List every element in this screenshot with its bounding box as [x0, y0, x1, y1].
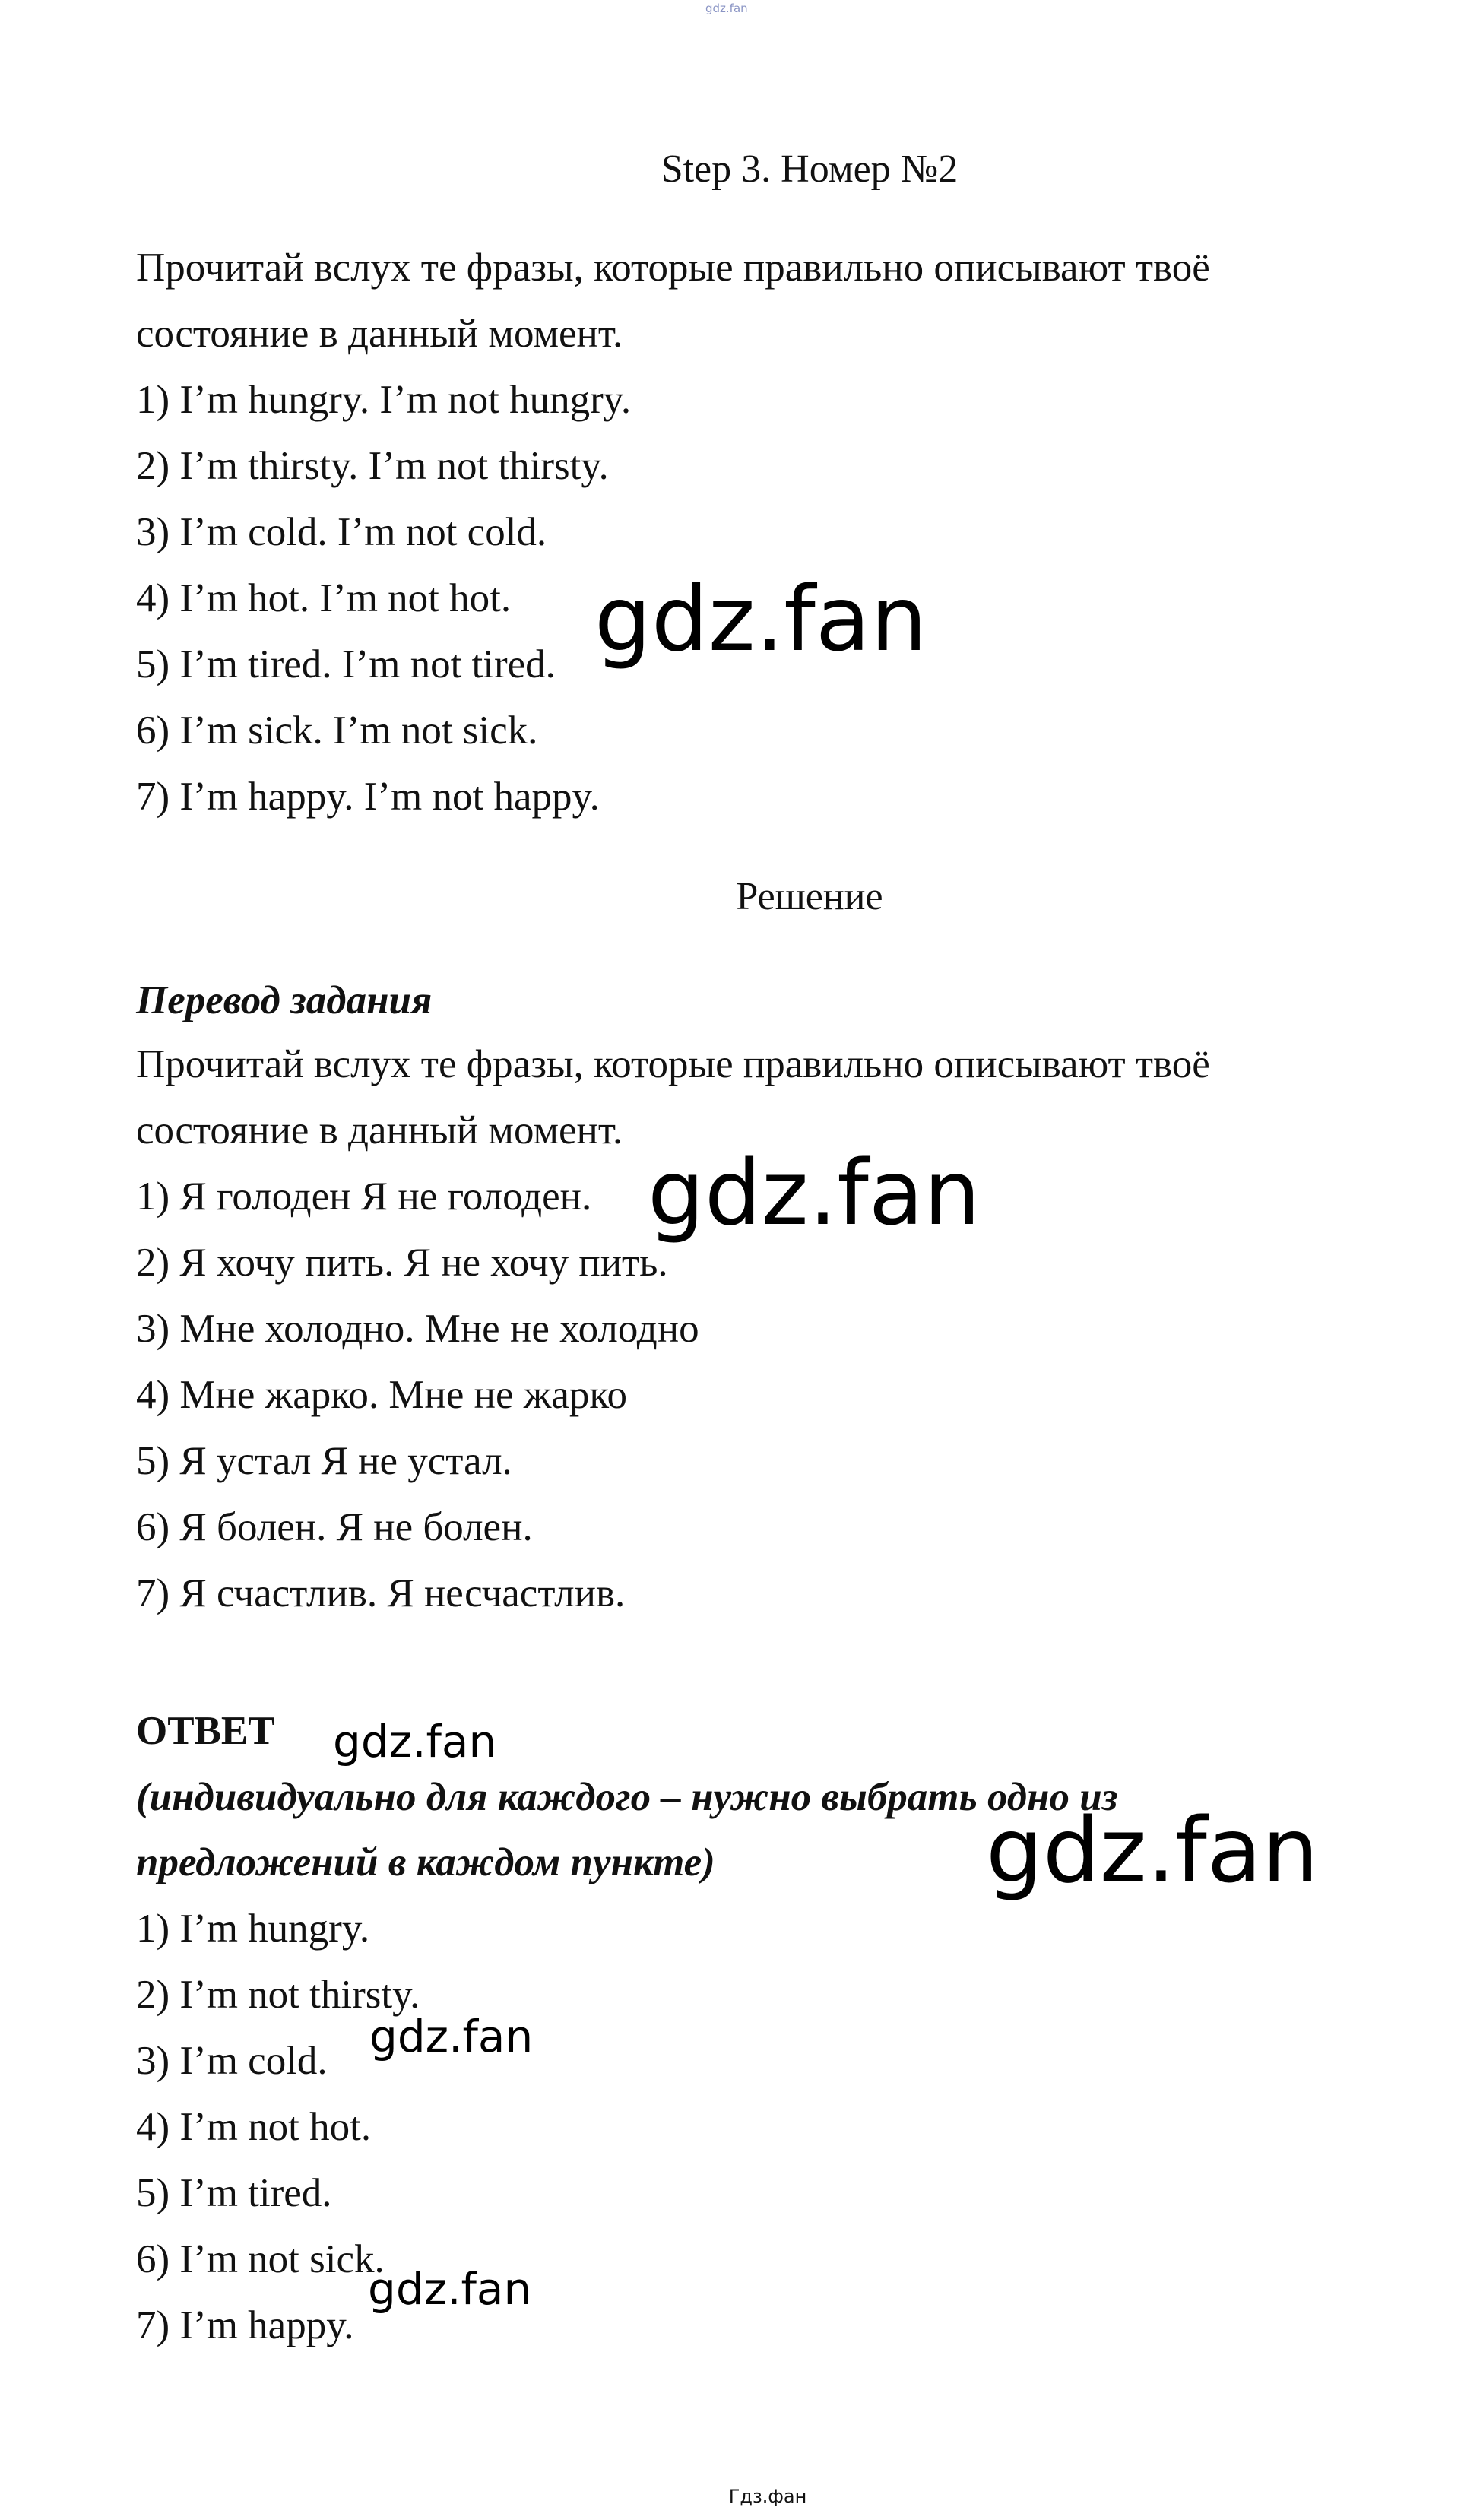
page-title: Step 3. Номер №2 — [661, 147, 959, 191]
watermark: gdz.fan — [986, 1798, 1319, 1903]
translation-item-1: 1) Я голоден Я не голоден. — [136, 1174, 592, 1219]
watermark: gdz.fan — [648, 1140, 981, 1245]
translation-heading: Перевод задания — [136, 978, 433, 1022]
top-watermark: gdz.fan — [705, 2, 748, 15]
translation-text-line-2: состояние в данный момент. — [136, 1108, 623, 1152]
solution-heading: Решение — [736, 875, 883, 918]
answer-note-line-1: (индивидуально для каждого – нужно выбрать одно из — [136, 1775, 1118, 1819]
answer-item-4: 4) I’m not hot. — [136, 2105, 372, 2149]
watermark: gdz.fan — [369, 2011, 534, 2062]
answer-item-2: 2) I’m not thirsty. — [136, 1973, 420, 2017]
translation-item-3: 3) Мне холодно. Мне не холодно — [136, 1307, 699, 1351]
answer-item-3: 3) I’m cold. — [136, 2039, 328, 2083]
answer-item-1: 1) I’m hungry. — [136, 1907, 370, 1951]
translation-item-7: 7) Я счастлив. Я несчастлив. — [136, 1571, 626, 1615]
task-item-3: 3) I’m cold. I’m not cold. — [136, 510, 547, 554]
task-text-line-2: состояние в данный момент. — [136, 312, 623, 356]
task-item-6: 6) I’m sick. I’m not sick. — [136, 708, 538, 753]
answer-item-6: 6) I’m not sick. — [136, 2237, 385, 2281]
translation-item-6: 6) Я болен. Я не болен. — [136, 1505, 533, 1549]
watermark: gdz.fan — [368, 2263, 532, 2315]
translation-text-line-1: Прочитай вслух те фразы, которые правильно описывают твоё — [136, 1042, 1210, 1086]
answer-note-line-2: предложений в каждом пункте) — [136, 1840, 715, 1884]
answer-item-5: 5) I’m tired. — [136, 2171, 332, 2215]
translation-item-5: 5) Я устал Я не устал. — [136, 1439, 512, 1483]
task-item-5: 5) I’m tired. I’m not tired. — [136, 642, 556, 686]
task-text-line-1: Прочитай вслух те фразы, которые правильно описывают твоё — [136, 246, 1210, 290]
answer-heading: ОТВЕТ — [136, 1709, 275, 1753]
watermark: gdz.fan — [333, 1716, 497, 1767]
task-item-1: 1) I’m hungry. I’m not hungry. — [136, 378, 632, 422]
task-item-7: 7) I’m happy. I’m not happy. — [136, 775, 600, 819]
translation-item-4: 4) Мне жарко. Мне не жарко — [136, 1373, 627, 1417]
page-footer: Гдз.фан — [728, 2486, 807, 2507]
watermark: gdz.fan — [594, 566, 927, 671]
task-item-4: 4) I’m hot. I’m not hot. — [136, 576, 512, 620]
answer-item-7: 7) I’m happy. — [136, 2303, 354, 2347]
task-item-2: 2) I’m thirsty. I’m not thirsty. — [136, 444, 609, 488]
translation-item-2: 2) Я хочу пить. Я не хочу пить. — [136, 1241, 668, 1285]
